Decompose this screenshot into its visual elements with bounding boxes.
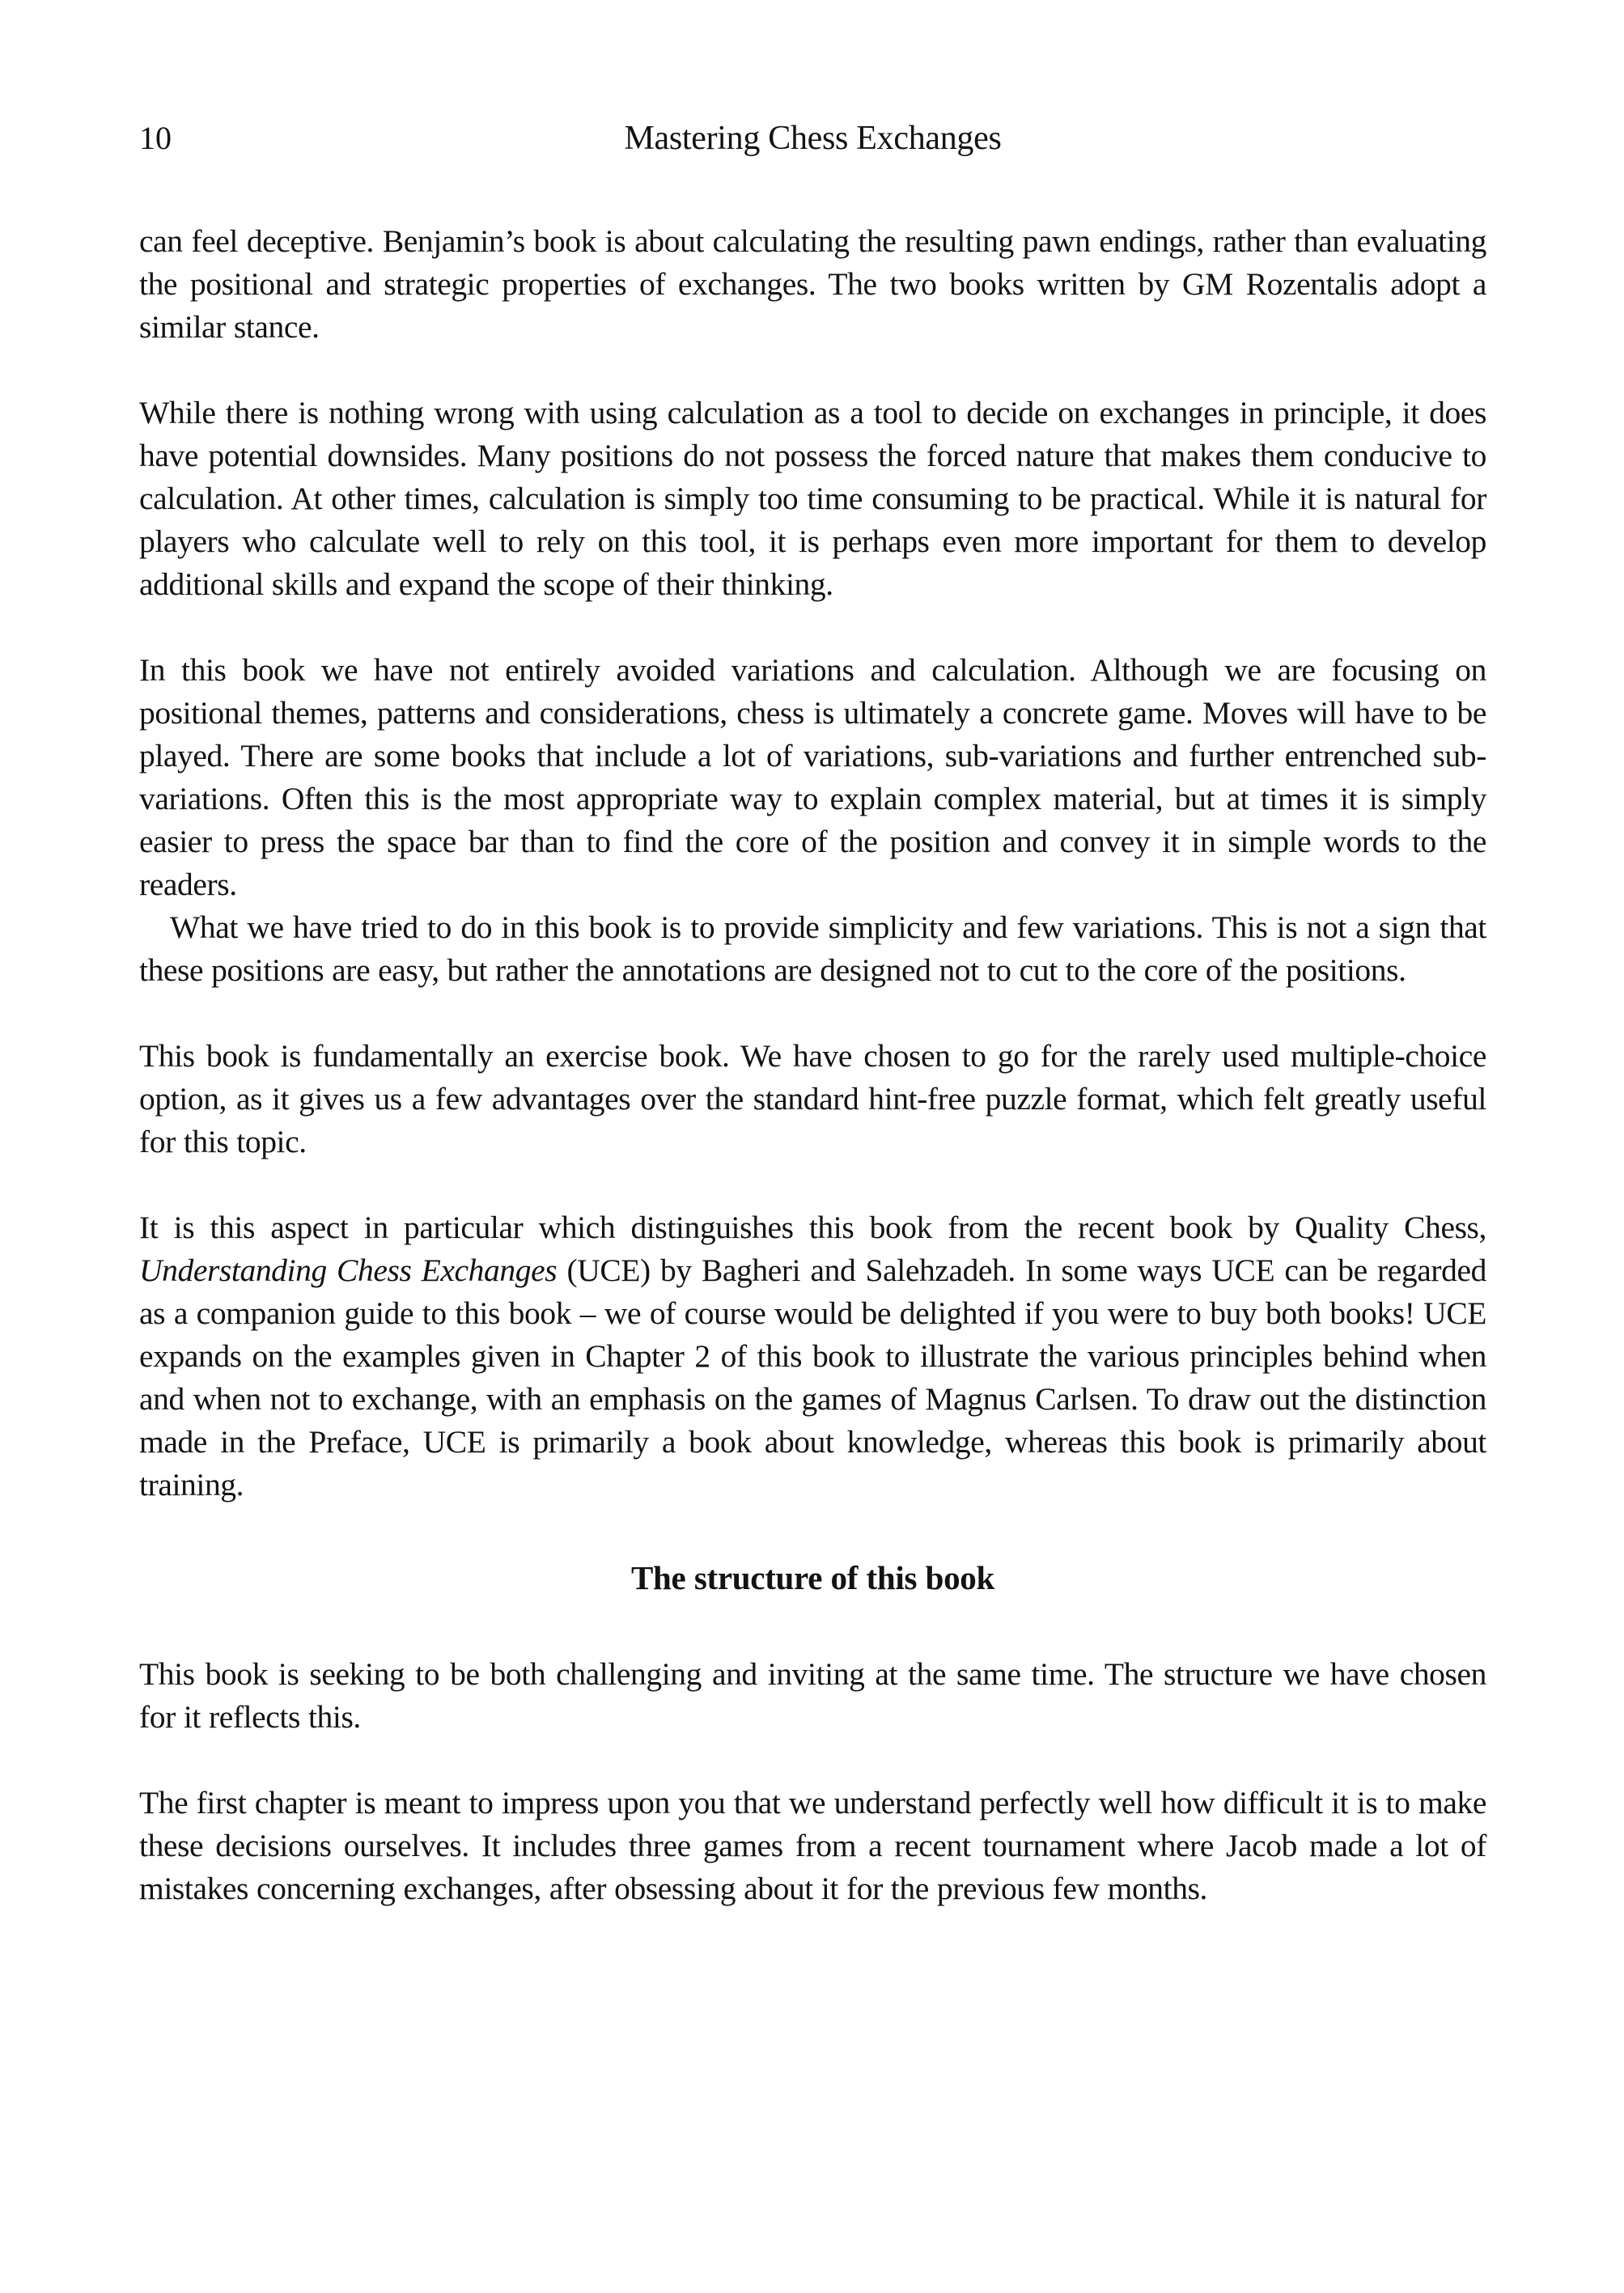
paragraph-8: The first chapter is meant to impress upon you that we understand perfectly well how difficult it is to make these decisions ourselves. It includes three games from a recent tournament where Jacob made a lot of mistakes concerning exchanges, after obsessing about it for the previous few months. <box>139 1785 1486 1906</box>
page-number: 10 <box>139 120 172 156</box>
referenced-book-title: Understanding Chess Exchanges <box>139 1252 558 1288</box>
page-body <box>139 220 1486 1910</box>
paragraph-6-text-before: It is this aspect in particular which distinguishes this book from the recent book by Quality Chess, <box>139 1210 1486 1245</box>
paragraph-7: This book is seeking to be both challenging and inviting at the same time. The structure we have chosen for it reflects this. <box>139 1656 1486 1735</box>
paragraph-2: While there is nothing wrong with using calculation as a tool to decide on exchanges in principle, it does have potential downsides. Many positions do not possess the forced nature that makes them conducive to calculation. At other times, calculation is simply too time consuming to be practical. While it is natural for players who calculate well to rely on this tool, it is perhaps even more important for them to develop additional skills and expand the scope of their thinking. <box>139 395 1486 602</box>
paragraph-3: In this book we have not entirely avoided variations and calculation. Although we are focusing on positional themes, patterns and considerations, chess is ultimately a concrete game. Moves will have to be played. There are some books that include a lot of variations, sub-variations and further entrenched sub-variations. Often this is the most appropriate way to explain complex material, but at times it is simply easier to press the space bar than to find the core of the position and convey it in simple words to the readers. <box>139 652 1486 902</box>
paragraph-4-indented: What we have tried to do in this book is to provide simplicity and few variations. This is not a sign that these positions are easy, but rather the annotations are designed not to cut to the core of the positions. <box>139 909 1486 988</box>
paragraph-6 <box>139 1206 1486 1507</box>
running-title: Mastering Chess Exchanges <box>624 120 1002 157</box>
paragraph-1: can feel deceptive. Benjamin’s book is about calculating the resulting pawn endings, rather than evaluating the positional and strategic properties of exchanges. The two books written by GM Rozentalis adopt a similar stance. <box>139 223 1486 345</box>
section-heading: The structure of this book <box>630 1559 995 1596</box>
running-header <box>139 118 1486 159</box>
paragraph-5: This book is fundamentally an exercise book. We have chosen to go for the rarely used multiple-choice option, as it gives us a few advantages over the standard hint-free puzzle format, which felt greatly useful for this topic. <box>139 1038 1486 1159</box>
paragraph-6-text-after: (UCE) by Bagheri and Salehzadeh. In some ways UCE can be regarded as a companion guide to this book – we of course would be delighted if you were to buy both books! UCE expands on the examples given in Chapter 2 of this book to illustrate the various principles behind when and when not to exchange, with an emphasis on the games of Magnus Carlsen. To draw out the distinction made in the Preface, UCE is primarily a book about knowledge, whereas this book is primarily about training. <box>139 1252 1486 1503</box>
